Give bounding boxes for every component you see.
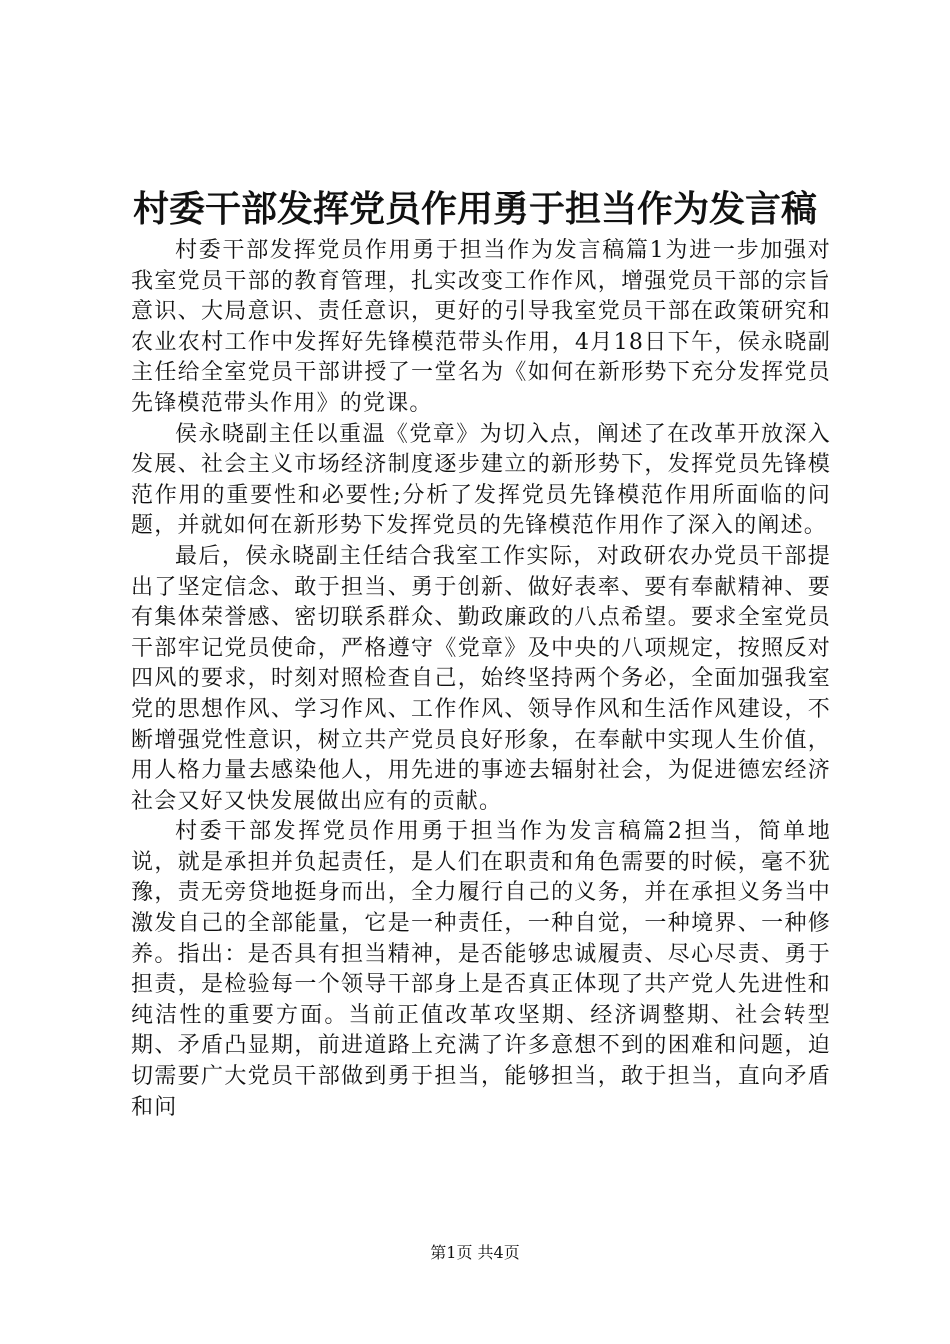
paragraph-2: 侯永晓副主任以重温《党章》为切入点，阐述了在改革开放深入发展、社会主义市场经济制度逐步建立的新形势下，发挥党员先锋模范作用的重要性和必要性;分析了发挥党员先锋模范作用所面临的问题，并就如何在新形势下发挥党员的先锋模范作用作了深入的阐述。: [131, 421, 831, 539]
paragraph-3: 最后，侯永晓副主任结合我室工作实际，对政研农办党员干部提出了坚定信念、敢于担当、勇于创新、做好表率、要有奉献精神、要有集体荣誉感、密切联系群众、勤政廉政的八点希望。要求全室党员干部牢记党员使命，严格遵守《党章》及中央的八项规定，按照反对四风的要求，时刻对照检查自己，始终坚持两个务必，全面加强我室党的思想作风、学习作风、工作作风、领导作风和生活作风建设，不断增强党性意识，树立共产党员良好形象，在奉献中实现人生价值，用人格力量去感染他人，用先进的事迹去辐射社会，为促进德宏经济社会又好又快发展做出应有的贡献。: [131, 543, 831, 814]
document-body: [131, 236, 831, 1123]
paragraph-1: 村委干部发挥党员作用勇于担当作为发言稿篇1为进一步加强对我室党员干部的教育管理，扎实改变工作作风，增强党员干部的宗旨意识、大局意识、责任意识，更好的引导我室党员干部在政策研究和农业农村工作中发挥好先锋模范带头作用，4月18日下午，侯永晓副主任给全室党员干部讲授了一堂名为《如何在新形势下充分发挥党员先锋模范带头作用》的党课。: [131, 238, 831, 416]
paragraph-4: 村委干部发挥党员作用勇于担当作为发言稿篇2担当，简单地说，就是承担并负起责任，是人们在职责和角色需要的时候，毫不犹豫，责无旁贷地挺身而出，全力履行自己的义务，并在承担义务当中激发自己的全部能量，它是一种责任，一种自觉，一种境界、一种修养。指出：是否具有担当精神，是否能够忠诚履责、尽心尽责、勇于担责，是检验每一个领导干部身上是否真正体现了共产党人先进性和纯洁性的重要方面。当前正值改革攻坚期、经济调整期、社会转型期、矛盾凸显期，前进道路上充满了许多意想不到的困难和问题，迫切需要广大党员干部做到勇于担当，能够担当，敢于担当，直向矛盾和问: [131, 819, 831, 1120]
page-title: 村委干部发挥党员作用勇于担当作为发言稿: [132, 188, 817, 230]
page-number-footer: 第1页 共4页: [430, 1243, 520, 1262]
